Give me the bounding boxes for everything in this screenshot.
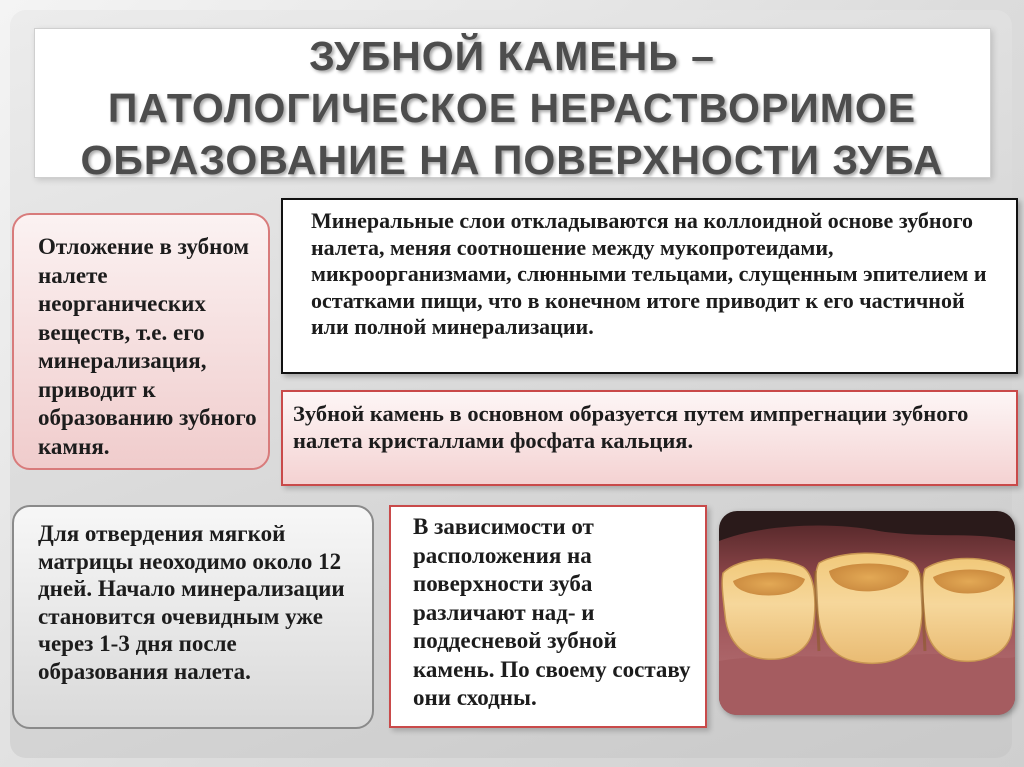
deposition-text: Отложение в зубном налете неорганических веществ, т.е. его минерализация, приводит к образованию зубного камня. (38, 234, 257, 459)
location-text: В зависимости от расположения на поверхности зуба различают над- и поддесневой зубной камень. По своему составу они сходны. (413, 514, 691, 710)
impregnation-text: Зубной камень в основном образуется путем импрегнации зубного налета кристаллами фосфата кальция. (293, 401, 969, 453)
title-line-3: ОБРАЗОВАНИЕ НА ПОВЕРХНОСТИ ЗУБА (80, 137, 944, 183)
tartar-teeth-photo (719, 511, 1015, 715)
hardening-card (12, 505, 374, 729)
location-card (389, 505, 707, 728)
impregnation-card (281, 390, 1018, 486)
hardening-text: Для отвердения мягкой матрицы неоходимо около 12 дней. Начало минерализации становится очевидным уже через 1-3 дня после образования налета. (38, 521, 345, 684)
mineral-layers-text: Минеральные слои откладываются на коллоидной основе зубного налета, меняя соотношение между мукопротеидами, микроорганизмами, слюнными тельцами, слущенным эпителием и остатками пищи, что в конечном итоге приводит к его частичной или полной минерализации. (311, 208, 987, 339)
mineral-layers-card (281, 198, 1018, 374)
title-line-2: ПАТОЛОГИЧЕСКОЕ НЕРАСТВОРИМОЕ (107, 85, 917, 131)
slide-title (0, 30, 1024, 186)
title-line-1: ЗУБНОЙ КАМЕНЬ – (309, 33, 715, 79)
teeth-illustration (719, 511, 1015, 715)
deposition-card (12, 213, 270, 470)
